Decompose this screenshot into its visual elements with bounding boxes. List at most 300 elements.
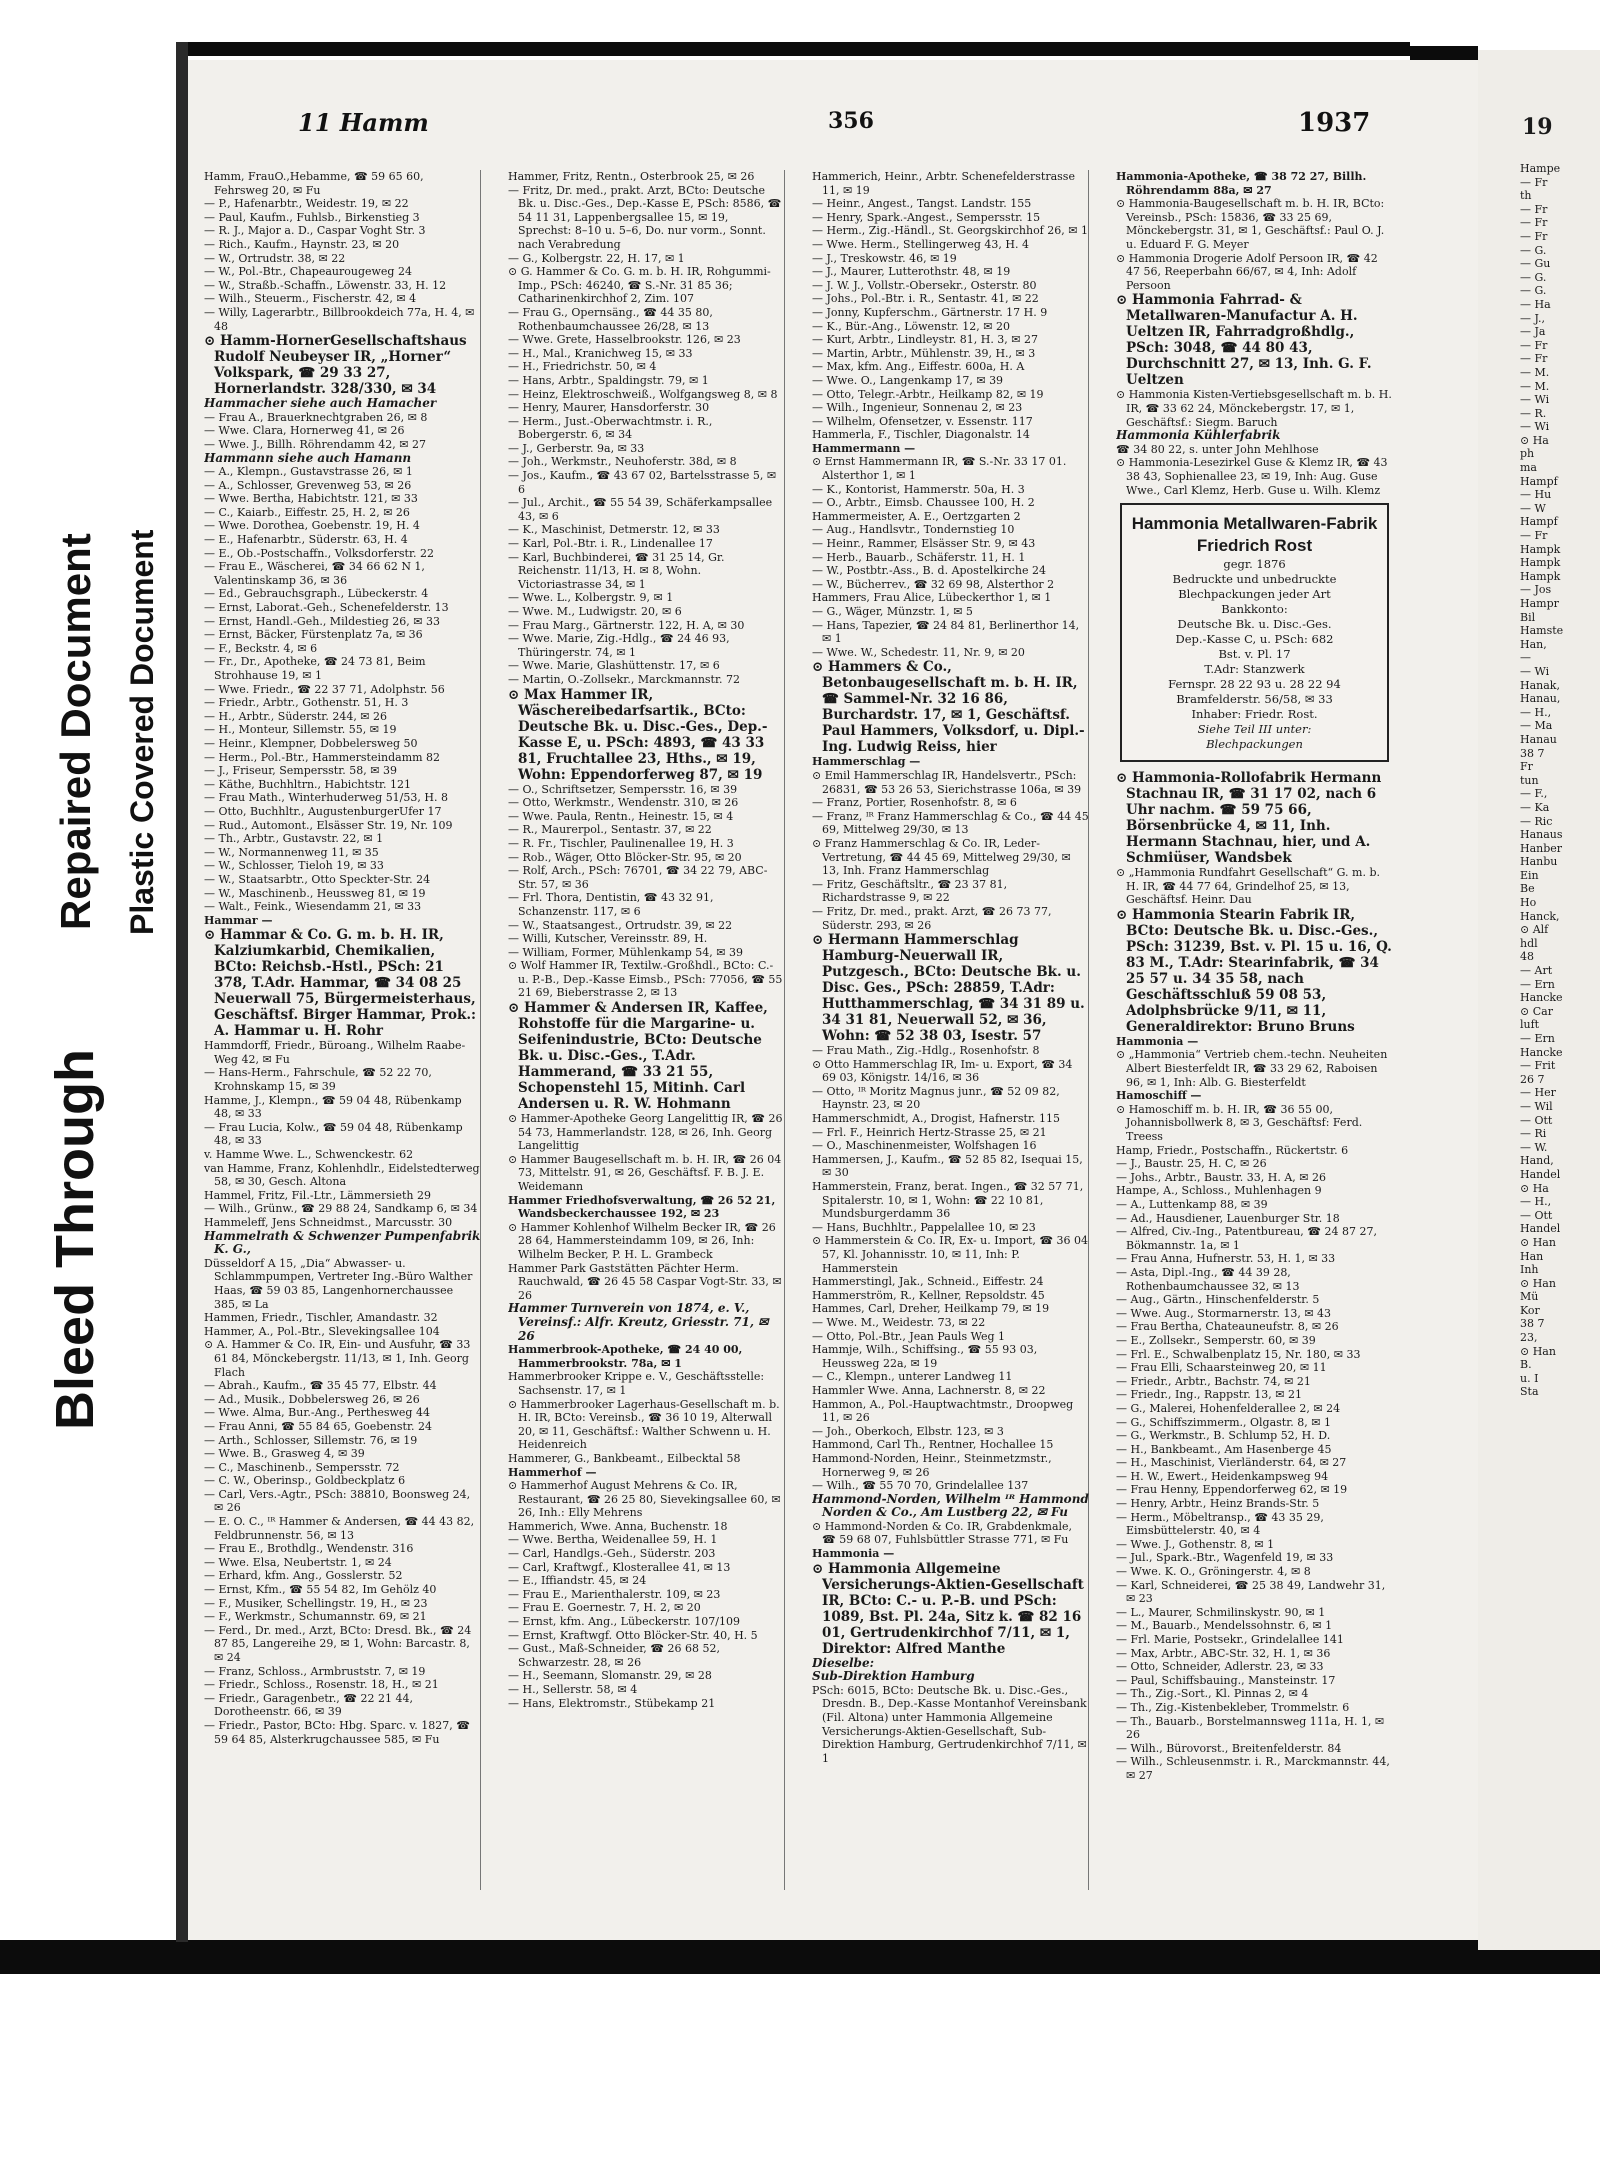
directory-entry: — Wwe. Clara, Hornerweg 41, ✉ 26 [204, 424, 405, 438]
directory-entry: Hammerhof — [508, 1465, 597, 1479]
directory-entry: ⊙ G. Hammer & Co. G. m. b. H. IR, Rohgummi-Imp., PSch: 46240, ☎ S.-Nr. 31 85 36; Catharinenkirchhof 2, Zim. 107 [508, 265, 771, 306]
directory-entry: Hammerbrooker Krippe e. V., Geschäftsstelle: Sachsenstr. 17, ✉ 1 [508, 1370, 765, 1397]
facing-page-line: — Fr [1520, 338, 1548, 352]
directory-entry: — G., Malerei, Hohenfelderallee 2, ✉ 24 [1116, 1401, 1341, 1415]
advertisement-line: Inhaber: Friedr. Rost. [1191, 707, 1318, 722]
directory-entry: Hammel, Fritz, Fil.-Ltr., Lämmersieth 29 [204, 1188, 431, 1202]
directory-entry: — Erhard, kfm. Ang., Gosslerstr. 52 [204, 1569, 403, 1583]
facing-page-line: 23, [1520, 1331, 1538, 1345]
facing-page-line: ⊙ Alf [1520, 923, 1549, 937]
header-page-number: 356 [828, 108, 874, 134]
directory-entry: — Otto, Telegr.-Arbtr., Heilkamp 82, ✉ 19 [812, 387, 1044, 401]
directory-entry: ⊙ A. Hammer & Co. IR, Ein- und Ausfuhr, ☎ 33 61 84, Mönckebergstr. 11/13, ✉ 1, Inh. Georg Flach [204, 1338, 471, 1379]
facing-page-line: — G. [1520, 270, 1547, 284]
directory-entry: — Herm., Zig.-Händl., St. Georgskirchhof 26, ✉ 1 [812, 224, 1088, 238]
facing-page-line: ph [1520, 447, 1535, 461]
directory-entry: — E., Iffiandstr. 45, ✉ 24 [508, 1574, 647, 1588]
directory-column-2 [508, 170, 785, 1895]
directory-entry: ⊙ Hammer Baugesellschaft m. b. H. IR, ☎ 26 04 73, Mittelstr. 91, ✉ 26, Geschäftsf. F. B. J. E. Weidemann [508, 1152, 782, 1194]
directory-entry: — G., Wäger, Münzstr. 1, ✉ 5 [812, 605, 973, 618]
directory-entry: — Carl, Handlgs.-Geh., Süderstr. 203 [508, 1547, 716, 1561]
directory-entry: Düsseldorf A 15, „Dia“ Abwasser- u. Schlammpumpen, Vertreter Ing.-Büro Walther Haas, ☎ 59 03 85, Langenhornerchaussee 385, ✉ La [204, 1256, 473, 1311]
facing-page-line: 38 7 [1520, 746, 1545, 760]
directory-entry: ⊙ Ernst Hammermann IR, ☎ S.-Nr. 33 17 01. Alsterthor 1, ✉ 1 [812, 455, 1067, 483]
directory-entry: — Wilhelm, Ofensetzer, v. Essenstr. 117 [812, 414, 1033, 428]
directory-entry: — Frau Elli, Schaarsteinweg 20, ✉ 11 [1116, 1361, 1327, 1375]
facing-page-line: — Wi [1520, 393, 1550, 407]
directory-entry: — Frau Marg., Gärtnerstr. 122, H. A, ✉ 30 [508, 618, 745, 632]
directory-entry: — Wwe. B., Grasweg 4, ✉ 39 [204, 1447, 365, 1461]
directory-entry: — Wwe. W., Schedestr. 11, Nr. 9, ✉ 20 [812, 645, 1025, 659]
directory-entry: Hammer Turnverein von 1874, e. V., Vereinsf.: Alfr. Kreutz, Griesstr. 71, ✉ 26 [508, 1301, 769, 1343]
directory-entry: — H., Maschinist, Vierländerstr. 64, ✉ 27 [1116, 1456, 1347, 1470]
directory-entry: — Hans, Arbtr., Spaldingstr. 79, ✉ 1 [508, 373, 709, 387]
facing-page-line: — Fr [1520, 202, 1548, 216]
directory-entry: — Asta, Dipl.-Ing., ☎ 44 39 28, Rothenbaumchaussee 32, ✉ 13 [1116, 1265, 1300, 1293]
directory-entry: — Frau Anni, ☎ 55 84 65, Goebenstr. 24 [204, 1419, 432, 1433]
directory-entry: — O., Maschinenmeister, Wolfshagen 16 [812, 1139, 1037, 1153]
directory-entry: — Jonny, Kupferschm., Gärtnerstr. 17 H. 9 [812, 305, 1048, 319]
directory-entry: — Ernst, Bäcker, Fürstenplatz 7a, ✉ 36 [204, 628, 423, 642]
facing-page-line: — G. [1520, 243, 1547, 257]
directory-entry: — J. W. J., Vollstr.-Obersekr., Osterstr. 80 [812, 278, 1037, 292]
directory-entry: Hammann siehe auch Hamann [204, 450, 412, 465]
facing-page-line: — H., [1520, 705, 1552, 719]
directory-entry: — William, Former, Mühlenkamp 54, ✉ 39 [508, 945, 743, 959]
directory-entry: Hammdorff, Friedr., Büroang., Wilhelm Raabe-Weg 42, ✉ Fu [204, 1039, 466, 1066]
facing-page-line: 26 7 [1520, 1072, 1545, 1086]
directory-entry: — Ad., Musik., Dobbelersweg 26, ✉ 26 [204, 1392, 420, 1406]
directory-entry: — G., Kolbergstr. 22, H. 17, ✉ 1 [508, 251, 685, 265]
facing-page-header: 19 [1522, 114, 1553, 140]
directory-entry: — Wilh., Bürovorst., Breitenfelderstr. 84 [1116, 1741, 1342, 1755]
directory-entry: — Wwe. L., Kolbergstr. 9, ✉ 1 [508, 591, 674, 605]
directory-entry: Hammje, Wilh., Schiffsing., ☎ 55 93 03, Heussweg 22a, ✉ 19 [812, 1343, 1038, 1370]
directory-entry: — Heinz, Elektroschweiß., Wolfgangsweg 8, ✉ 8 [508, 387, 778, 401]
facing-page-line: — Ern [1520, 977, 1555, 991]
directory-entry: Hammacher siehe auch Hamacher [204, 396, 437, 411]
facing-page-line: Han, [1520, 637, 1547, 651]
directory-entry: Hammerschmidt, A., Drogist, Hafnerstr. 115 [812, 1112, 1061, 1126]
directory-entry: Hammersen, J., Kaufm., ☎ 52 85 82, Isequai 15, ✉ 30 [812, 1152, 1083, 1180]
facing-page-fragment [1478, 50, 1600, 1950]
directory-entry: Hampe, A., Schloss., Muhlenhagen 9 [1116, 1184, 1322, 1198]
directory-entry: — Wwe. Paula, Rentn., Heinestr. 15, ✉ 4 [508, 809, 734, 823]
advertisement-line: Bankkonto: [1221, 602, 1288, 617]
directory-entry: Hamoschiff — [1116, 1089, 1202, 1103]
facing-page-line: — Frit [1520, 1059, 1556, 1073]
directory-entry: — Rich., Kaufm., Haynstr. 23, ✉ 20 [204, 237, 400, 251]
directory-entry: — Jos., Kaufm., ☎ 43 67 02, Bartelsstrasse 5, ✉ 6 [508, 469, 777, 496]
header-section: 11 Hamm [298, 108, 429, 137]
directory-entry: — Johs., Pol.-Btr. i. R., Sentastr. 41, ✉ 22 [812, 292, 1039, 306]
directory-entry: — Th., Bauarb., Borstelmannsweg 111a, H. 1, ✉ 26 [1116, 1714, 1385, 1742]
facing-page-line: tun [1520, 773, 1539, 787]
directory-entry: Hammerschlag — [812, 755, 921, 769]
directory-entry: ⊙ Hammonia-Rollofabrik Hermann Stachnau IR, ☎ 31 17 02, nach 6 Uhr nachm. ☎ 59 75 66, Börsenbrücke 4, ✉ 11, Inh. Hermann Stachnau, hier, und A. Schmiüser, Wandsbek [1116, 770, 1382, 867]
directory-entry: ⊙ Max Hammer IR, Wäschereibedarfsartik., BCto: Deutsche Bk. u. Disc.-Ges., Dep.-Kasse E, u. PSch: 4893, ☎ 43 33 81, Fruchtallee 23, Hths., ✉ 19, Wohn: Eppendorferweg 87, ✉ 19 [508, 686, 768, 783]
directory-entry: — H., Seemann, Slomanstr. 29, ✉ 28 [508, 1669, 712, 1683]
facing-page-line: Fr [1520, 760, 1533, 774]
facing-page-line: Hanber [1520, 841, 1563, 855]
directory-entry: — C., Maschinenb., Sempersstr. 72 [204, 1460, 400, 1474]
directory-entry: Hamme, J., Klempn., ☎ 59 04 48, Rübenkamp 48, ✉ 33 [204, 1093, 462, 1121]
scan-bottom-edge [0, 1940, 1600, 1974]
directory-entry: — Wwe. Aug., Stormarnerstr. 13, ✉ 43 [1116, 1306, 1332, 1320]
facing-page-line: — M. [1520, 379, 1550, 393]
facing-page-line: — R. [1520, 406, 1547, 420]
facing-page-line: Hanau [1520, 732, 1557, 746]
directory-entry: — Rolf, Arch., PSch: 76701, ☎ 34 22 79, ABC-Str. 57, ✉ 36 [508, 864, 768, 891]
directory-entry: Hamm, FrauO.,Hebamme, ☎ 59 65 60, Fehrsweg 20, ✉ Fu [204, 170, 424, 197]
advertisement-line: Siehe Teil III unter: [1197, 722, 1312, 737]
facing-page-line: — Gu [1520, 257, 1551, 271]
directory-entry: — C., Klempn., unterer Landweg 11 [812, 1370, 1013, 1384]
directory-entry: Dieselbe: [812, 1655, 875, 1670]
directory-entry: — H., Monteur, Sillemstr. 55, ✉ 19 [204, 723, 397, 737]
directory-entry: — Wwe. O., Langenkamp 17, ✉ 39 [812, 373, 1004, 387]
directory-entry: — Th., Zig.-Kistenbekleber, Trommelstr. 6 [1116, 1700, 1350, 1714]
directory-entry: — Paul, Kaufm., Fuhlsb., Birkenstieg 3 [204, 210, 420, 224]
directory-entry: ☎ 34 80 22, s. unter John Mehlhose [1116, 442, 1319, 456]
directory-entry: Hammerbrook-Apotheke, ☎ 24 40 00, Hammerbrookstr. 78a, ✉ 1 [508, 1343, 743, 1370]
facing-page-line: u. I [1520, 1371, 1539, 1385]
directory-entry: ⊙ Hammonia Kisten-Vertiebsgesellschaft m. b. H. IR, ☎ 33 62 24, Mönckebergstr. 17, ✉ 1, Geschäftsf.: Siegm. Baruch [1116, 388, 1392, 429]
directory-entry: — Walt., Feink., Wiesendamm 21, ✉ 33 [204, 900, 422, 914]
directory-entry: — Ad., Hausdiener, Lauenburger Str. 18 [1116, 1211, 1340, 1225]
facing-page-line: — Ri [1520, 1127, 1547, 1141]
directory-entry: — K., Kontorist, Hammerstr. 50a, H. 3 [812, 482, 1025, 496]
directory-entry: — A., Schlosser, Grevenweg 53, ✉ 26 [204, 478, 412, 492]
facing-page-line: — M. [1520, 365, 1550, 379]
advertisement-line: Deutsche Bk. u. Disc.-Ges. [1177, 617, 1332, 632]
facing-page-line: ⊙ Ha [1520, 1181, 1549, 1195]
facing-page-line: — Ma [1520, 719, 1553, 733]
facing-page-line: Hampr [1520, 597, 1559, 610]
directory-entry: Hamp, Friedr., Postschaffn., Rückertstr. 6 [1116, 1143, 1349, 1157]
directory-entry: — O., Schriftsetzer, Sempersstr. 16, ✉ 39 [508, 782, 738, 796]
directory-entry: — Otto, Schneider, Adlerstr. 23, ✉ 33 [1116, 1660, 1324, 1674]
facing-page-line: — [1520, 651, 1531, 665]
directory-entry: — Henry, Maurer, Hansdorferstr. 30 [508, 401, 710, 415]
facing-page-line: — Wi [1520, 420, 1550, 434]
directory-entry: — Frl. Marie, Postsekr., Grindelallee 141 [1116, 1633, 1344, 1646]
directory-entry: — J., Baustr. 25, H. C, ✉ 26 [1116, 1157, 1267, 1171]
directory-entry: — Friedr., Ing., Rappstr. 13, ✉ 21 [1116, 1388, 1302, 1402]
facing-page-line: Hampk [1520, 556, 1561, 570]
label-bleed-through: Bleed Through [45, 1049, 105, 1430]
directory-entry: — L., Maurer, Schmilinskystr. 90, ✉ 1 [1116, 1605, 1326, 1619]
directory-entry: — W., Schlosser, Tieloh 19, ✉ 33 [204, 859, 384, 873]
directory-entry: — Hans, Elektromstr., Stübekamp 21 [508, 1696, 716, 1710]
facing-page-line: Hanbu [1520, 855, 1558, 869]
directory-entry: — Carl, Vers.-Agtr., PSch: 38810, Boonsweg 24, ✉ 26 [204, 1487, 471, 1515]
label-plastic-covered-document: Plastic Covered Document [124, 529, 160, 935]
directory-entry: Sub-Direktion Hamburg [812, 1669, 975, 1684]
directory-entry: — C. W., Oberinsp., Goldbeckplatz 6 [204, 1474, 406, 1488]
advertisement-line: T.Adr: Stanzwerk [1204, 662, 1305, 677]
directory-entry: — Alfred, Civ.-Ing., Patentbureau, ☎ 24 87 27, Bökmannstr. 1a, ✉ 1 [1116, 1225, 1377, 1252]
directory-entry: — Herm., Möbeltransp., ☎ 43 35 29, Eimsbüttelerstr. 40, ✉ 4 [1116, 1510, 1324, 1538]
directory-entry: PSch: 6015, BCto: Deutsche Bk. u. Disc.-Ges., Dresdn. B., Dep.-Kasse Montanhof Vereinsbank (Fil. Altona) unter Hammonia Allgemeine Versicherungs-Aktien-Gesellschaft, Sub-Direktion Hamburg, Gertrudenkirchhof 7/11, ✉ 1 [812, 1683, 1087, 1765]
directory-entry: — Aug., Gärtn., Hinschenfelderstr. 5 [1116, 1293, 1320, 1307]
directory-entry: — Rud., Automont., Elsässer Str. 19, Nr. 109 [204, 818, 453, 832]
directory-entry: — Fritz, Dr. med., prakt. Arzt, BCto: Deutsche Bk. u. Disc.-Ges., Dep.-Kasse E, PSch: 8586, ☎ 54 11 31, Lappenbergsallee 15, ✉ 19, Sprechst: 8–10 u. 5–6, Do. nur vorm., Sonnt. nach Verabredung [508, 183, 782, 251]
facing-page-line: — G. [1520, 284, 1547, 298]
directory-entry: Hammler Wwe. Anna, Lachnerstr. 8, ✉ 22 [812, 1383, 1046, 1397]
directory-entry: Hammerstingl, Jak., Schneid., Eiffestr. 24 [812, 1275, 1044, 1289]
advertisement-line: Fernspr. 28 22 93 u. 28 22 94 [1168, 677, 1341, 692]
directory-entry: — Max, kfm. Ang., Eiffestr. 600a, H. A [812, 360, 1025, 374]
directory-entry: — Paul, Schiffsbauing., Mansteinstr. 17 [1116, 1673, 1336, 1687]
directory-entry: — Willi, Kutscher, Vereinsstr. 89, H. [508, 932, 708, 946]
directory-entry: — Frau Lucia, Kolw., ☎ 59 04 48, Rübenkamp 48, ✉ 33 [204, 1120, 463, 1148]
label-repaired-document: Repaired Document [52, 533, 99, 930]
directory-entry: ⊙ Emil Hammerschlag IR, Handelsvertr., PSch: 26831, ☎ 53 26 53, Sierichstrasse 106a, ✉ 39 [812, 768, 1082, 796]
directory-entry: — K., Bür.-Ang., Löwenstr. 12, ✉ 20 [812, 319, 1010, 333]
directory-entry: ⊙ Hammonia-Baugesellschaft m. b. H. IR, BCto: Vereinsb., PSch: 15836, ☎ 33 25 69, Mönckebergstr. 31, ✉ 1, Geschäftsf.: Paul O. J. u. Eduard F. G. Meyer [1116, 197, 1385, 251]
facing-page-line: — Hu [1520, 488, 1552, 502]
directory-entry: ⊙ Hermann Hammerschlag Hamburg-Neuerwall IR, Putzgesch., BCto: Deutsche Bk. u. Disc. Ges., PSch: 28859, T.Adr: Hutthammerschlag, ☎ 34 31 89 u. 34 31 81, Neuerwall 52, ✉ 36, Wohn: ☎ 52 38 03, Isestr. 57 [812, 932, 1085, 1045]
directory-entry: — W., Pol.-Btr., Chapeaurougeweg 24 [204, 265, 412, 279]
directory-entry: — Henry, Arbtr., Heinz Brands-Str. 5 [1116, 1497, 1320, 1511]
advertisement-line: Bst. v. Pl. 17 [1218, 647, 1291, 662]
facing-page-line: Handel [1520, 1222, 1561, 1236]
directory-entry: — Frau E., Brothdlg., Wendenstr. 316 [204, 1542, 414, 1556]
directory-entry: Hammes, Carl, Dreher, Heilkamp 79, ✉ 19 [812, 1302, 1050, 1316]
directory-entry: — J., Gerberstr. 9a, ✉ 33 [508, 441, 645, 455]
directory-entry: — F., Beckstr. 4, ✉ 6 [204, 641, 318, 655]
directory-entry: ⊙ Hammer & Andersen IR, Kaffee, Rohstoffe für die Margarine- u. Seifenindustrie, BCto: Deutsche Bk. u. Disc.-Ges., T.Adr. Hammerand, ☎ 33 21 55, Schopenstehl 15, Mitinh. Carl Andersen u. R. W. Hohmann [508, 1000, 768, 1113]
directory-entry: — W., Ortrudstr. 38, ✉ 22 [204, 251, 346, 265]
directory-entry: — J., Maurer, Lutterothstr. 48, ✉ 19 [812, 265, 1011, 279]
directory-entry: — Fritz, Geschäftsltr., ☎ 23 37 81, Richardstrasse 9, ✉ 22 [812, 877, 1008, 905]
directory-entry: — H. W., Ewert., Heidenkampsweg 94 [1116, 1469, 1329, 1483]
directory-entry: — Heinr., Klempner, Dobbelersweg 50 [204, 736, 418, 750]
directory-entry: — R. J., Major a. D., Caspar Voght Str. 3 [204, 224, 426, 238]
directory-entry: Hammond-Norden, Heinr., Steinmetzmstr., Hornerweg 9, ✉ 26 [812, 1451, 1052, 1479]
directory-entry: — A., Klempn., Gustavstrasse 26, ✉ 1 [204, 465, 413, 479]
directory-entry: — Frau E., Marienthalerstr. 109, ✉ 23 [508, 1587, 721, 1601]
directory-entry: — W., Postbtr.-Ass., B. d. Apostelkirche 24 [812, 564, 1046, 578]
directory-entry: ⊙ Hammerbrooker Lagerhaus-Gesellschaft m. b. H. IR, BCto: Vereinsb., ☎ 36 10 19, Alterwall 20, ✉ 11, Geschäftsf.: Walther Schwenn u. H. Heidenreich [508, 1397, 780, 1452]
directory-entry: Hammerer, G., Bankbeamt., Eilbecktal 58 [508, 1451, 741, 1465]
directory-entry: — H., Sellerstr. 58, ✉ 4 [508, 1683, 638, 1696]
directory-entry: — Wwe. Bertha, Weidenallee 59, H. 1 [508, 1533, 718, 1547]
facing-page-line: Hamste [1520, 624, 1564, 638]
directory-entry: ⊙ Hammerstein & Co. IR, Ex- u. Import, ☎ 36 04 57, Kl. Johannisstr. 10, ✉ 11, Inh: P. Hammerstein [812, 1234, 1089, 1275]
directory-entry: — R. Fr., Tischler, Paulinenallee 19, H. 3 [508, 836, 734, 850]
directory-entry: — Käthe, Buchhltrn., Habichtstr. 121 [204, 777, 412, 791]
directory-entry: Hammerich, Wwe. Anna, Buchenstr. 18 [508, 1519, 728, 1533]
directory-entry: — Martin, Arbtr., Mühlenstr. 39, H., ✉ 3 [812, 346, 1036, 360]
directory-entry: — Frau Anna, Hufnerstr. 53, H. 1, ✉ 33 [1116, 1252, 1336, 1266]
facing-page-line: Be [1520, 882, 1535, 896]
facing-page-line: ⊙ Ha [1520, 433, 1549, 447]
directory-entry: Hammermann — [812, 441, 916, 455]
directory-entry: Hammen, Friedr., Tischler, Amandastr. 32 [204, 1311, 438, 1325]
facing-page-line: — H., [1520, 1195, 1552, 1209]
directory-entry: — Wilh., ☎ 55 70 70, Grindelallee 137 [812, 1479, 1029, 1493]
header-year: 1937 [1298, 108, 1371, 138]
directory-entry: — Ed., Gebrauchsgraph., Lübeckerstr. 4 [204, 587, 429, 601]
directory-entry: ⊙ Hammonia Stearin Fabrik IR, BCto: Deutsche Bk. u. Disc.-Ges., PSch: 31239, Bst. v. Pl. 15 u. 16, Q. 83 M., T.Adr: Stearinfabrik, ☎ 34 25 57 u. 34 35 58, nach Geschäftsschluß 59 08 53, Adolphsbrücke 9/11, ✉ 11, Generaldirektor: Bruno Bruns [1116, 906, 1392, 1035]
directory-entry: — Th., Arbtr., Gustavstr. 22, ✉ 1 [204, 832, 384, 846]
directory-entry: — Hans, Buchhltr., Pappelallee 10, ✉ 23 [812, 1220, 1036, 1234]
directory-entry: ⊙ Hammonia Drogerie Adolf Persoon IR, ☎ 42 47 56, Reeperbahn 66/67, ✉ 4, Inh: Adolf Persoon [1116, 251, 1378, 292]
directory-entry: Hammermeister, A. E., Oertzgarten 2 [812, 509, 1021, 523]
directory-entry: — Frau G., Opernsäng., ☎ 44 35 80, Rothenbaumchaussee 26/28, ✉ 13 [508, 305, 713, 333]
directory-entry: ⊙ Otto Hammerschlag IR, Im- u. Export, ☎ 34 69 03, Königstr. 14/16, ✉ 36 [812, 1057, 1073, 1085]
directory-entry: — Frau E. Goernestr. 7, H. 2, ✉ 20 [508, 1601, 701, 1615]
directory-entry: — Franz, Portier, Rosenhofstr. 8, ✉ 6 [812, 796, 1017, 810]
facing-page-line: Ho [1520, 896, 1537, 910]
directory-entry: — Wwe. Grete, Hasselbrookstr. 126, ✉ 23 [508, 333, 741, 347]
facing-page-line: Hanau, [1520, 692, 1561, 706]
directory-entry: — Ernst, Laborat.-Geh., Schenefelderstr. 13 [204, 601, 449, 615]
facing-page-line: Hanaus [1520, 828, 1563, 842]
directory-entry: Hammerstein, Franz, berat. Ingen., ☎ 32 57 71, Spitalerstr. 10, ✉ 1, Wohn: ☎ 22 10 81, Mundsburgerdamm 36 [812, 1180, 1084, 1221]
directory-entry: — Wilh., Grünw., ☎ 29 88 24, Sandkamp 6, ✉ 34 [204, 1202, 478, 1216]
facing-page-line: — Wil [1520, 1099, 1553, 1113]
directory-entry: ⊙ Hamoschiff m. b. H. IR, ☎ 36 55 00, Johannisbollwerk 8, ✉ 3, Geschäftsf: Ferd. Treess [1116, 1102, 1363, 1144]
directory-entry: — Otto, Buchhltr., AugustenburgerUfer 17 [204, 804, 442, 818]
advertisement-box [1120, 503, 1389, 762]
facing-page-line: Hampk [1520, 569, 1561, 583]
directory-entry: — Arth., Schlosser, Sillemstr. 76, ✉ 19 [204, 1433, 418, 1447]
directory-entry: Hammerla, F., Tischler, Diagonalstr. 14 [812, 428, 1030, 442]
directory-entry: — W., Staatsangest., Ortrudstr. 39, ✉ 22 [508, 918, 733, 932]
advertisement-line: Dep.-Kasse C, u. PSch: 682 [1175, 632, 1334, 647]
directory-entry: Hammer, A., Pol.-Btr., Slevekingsallee 104 [204, 1324, 440, 1338]
directory-entry: — R., Maurerpol., Sentastr. 37, ✉ 22 [508, 823, 712, 837]
advertisement-line: Bedruckte und unbedruckte [1172, 572, 1337, 587]
directory-entry: — Wilh., Schleusenmstr. i. R., Marckmannstr. 44, ✉ 27 [1116, 1755, 1390, 1782]
facing-page-line: Handel [1520, 1167, 1561, 1181]
directory-entry: Hammeleff, Jens Schneidmst., Marcusstr. 30 [204, 1216, 453, 1229]
directory-entry: — Herb., Bauarb., Schäferstr. 11, H. 1 [812, 550, 1026, 564]
directory-entry: ⊙ Wolf Hammer IR, Textilw.-Großhdl., BCto: C.- u. P.-B., Dep.-Kasse Eimsb., PSch: 77056, ☎ 55 21 69, Bieberstrasse 2, ✉ 13 [508, 959, 783, 1000]
advertisement-line: Blechpackungen jeder Art [1178, 587, 1331, 602]
advertisement-line: gegr. 1876 [1223, 557, 1286, 572]
directory-entry: ⊙ „Hammonia Rundfahrt Gesellschaft“ G. m. b. H. IR, ☎ 44 77 64, Grindelhof 25, ✉ 13, Geschäftsf. Heinr. Dau [1116, 866, 1380, 907]
directory-entry: — Gust., Maß-Schneider, ☎ 26 68 52, Schwarzestr. 28, ✉ 26 [508, 1642, 720, 1669]
directory-page [188, 60, 1498, 1940]
facing-page-line: Ein [1520, 868, 1539, 882]
facing-page-line: Hancke [1520, 1045, 1563, 1059]
facing-page-line: Hampf [1520, 474, 1558, 488]
directory-entry: — Wwe. Herm., Stellingerweg 43, H. 4 [812, 237, 1029, 251]
directory-entry: — E., Ob.-Postschaffn., Volksdorferstr. 22 [204, 546, 435, 560]
directory-entry: — F., Werkmstr., Schumannstr. 69, ✉ 21 [204, 1610, 427, 1624]
directory-entry: — Henry, Spark.-Angest., Sempersstr. 15 [812, 210, 1041, 224]
directory-entry: — Wwe. M., Weidestr. 73, ✉ 22 [812, 1315, 986, 1329]
directory-entry: — Frau A., Brauerknechtgraben 26, ✉ 8 [204, 410, 428, 424]
directory-entry: — Frau Math., Zig.-Hdlg., Rosenhofstr. 8 [812, 1044, 1040, 1058]
directory-entry: — Friedr., Arbtr., Bachstr. 74, ✉ 21 [1116, 1374, 1311, 1388]
facing-page-line: — Jos [1520, 583, 1552, 597]
directory-entry: — Jul., Archit., ☎ 55 54 39, Schäferkampsallee 43, ✉ 6 [508, 496, 773, 523]
directory-columns [194, 170, 1398, 1895]
directory-entry: — K., Maschinist, Detmerstr. 12, ✉ 33 [508, 523, 720, 537]
facing-page-line: — Art [1520, 964, 1553, 978]
facing-page-line: Mü [1520, 1290, 1539, 1304]
facing-page-line: — Fr [1520, 175, 1548, 189]
directory-entry: — Wwe. Friedr., ☎ 22 37 71, Adolphstr. 56 [204, 682, 445, 696]
advertisement-line: Bramfelderstr. 56/58, ✉ 33 [1176, 692, 1333, 707]
directory-entry: ⊙ Hammer-Apotheke Georg Langelittig IR, ☎ 26 54 73, Hammerlandstr. 128, ✉ 26, Inh. Georg Langelittig [508, 1112, 783, 1153]
directory-entry: Hammonia — [812, 1547, 895, 1561]
directory-entry: — Hans-Herm., Fahrschule, ☎ 52 22 70, Krohnskamp 15, ✉ 39 [204, 1066, 432, 1094]
directory-entry: — H., Mal., Kranichweg 15, ✉ 33 [508, 346, 693, 360]
directory-entry: — Rob., Wäger, Otto Blöcker-Str. 95, ✉ 20 [508, 850, 742, 864]
directory-entry: — O., Arbtr., Eimsb. Chaussee 100, H. 2 [812, 496, 1035, 510]
directory-entry: v. Hamme Wwe. L., Schwenckestr. 62 [204, 1148, 414, 1162]
directory-entry: Hammer Park Gaststätten Pächter Herm. Rauchwald, ☎ 26 45 58 Caspar Vogt-Str. 33, ✉ 26 [508, 1261, 782, 1302]
scan-top-edge [180, 42, 1410, 56]
facing-page-line: — F., [1520, 787, 1548, 801]
directory-entry: — Otto, Werkmstr., Wendenstr. 310, ✉ 26 [508, 796, 739, 810]
facing-page-line: — Ha [1520, 297, 1551, 311]
directory-entry: — C., Kaiarb., Eiffestr. 25, H. 2, ✉ 26 [204, 505, 410, 519]
facing-page-line: — Fr [1520, 529, 1548, 543]
directory-entry: — Frau E., Wäscherei, ☎ 34 66 62 N 1, Valentinskamp 36, ✉ 36 [204, 560, 425, 587]
directory-entry: Hammar — [204, 913, 273, 927]
directory-entry: — Joh., Werkmstr., Neuhoferstr. 38d, ✉ 8 [508, 455, 737, 469]
directory-entry: — Otto, Pol.-Btr., Jean Pauls Weg 1 [812, 1329, 1006, 1343]
facing-page-line: th [1520, 189, 1532, 203]
facing-page-line: hdl [1520, 936, 1538, 950]
directory-entry: — E. O. C., ᴵᴿ Hammer & Andersen, ☎ 44 43 82, Feldbrunnenstr. 56, ✉ 13 [204, 1515, 475, 1542]
directory-entry: — Frau Math., Winterhuderweg 51/53, H. 8 [204, 791, 448, 805]
directory-entry: ⊙ Hammond-Norden & Co. IR, Grabdenkmale, ☎ 59 68 07, Fuhlsbüttler Strasse 771, ✉ Fu [812, 1519, 1073, 1547]
directory-entry: — Willy, Lagerarbtr., Billbrookdeich 77a, H. 4, ✉ 48 [204, 305, 475, 333]
facing-page-line: B. [1520, 1358, 1532, 1372]
directory-entry: — Franz, Schloss., Armbruststr. 7, ✉ 19 [204, 1664, 426, 1678]
directory-entry: — Joh., Oberkoch, Elbstr. 123, ✉ 3 [812, 1424, 1004, 1438]
facing-page-line: — Ric [1520, 814, 1553, 828]
directory-entry: — Wwe. Alma, Bur.-Ang., Perthesweg 44 [204, 1406, 430, 1420]
directory-entry: — Karl, Pol.-Btr. i. R., Lindenallee 17 [508, 537, 713, 551]
directory-entry: — Franz, ᴵᴿ Franz Hammerschlag & Co., ☎ 44 45 69, Mittelweg 29/30, ✉ 13 [812, 809, 1089, 837]
directory-entry: — A., Luttenkamp 88, ✉ 39 [1116, 1198, 1268, 1211]
directory-entry: — W., Straßb.-Schaffn., Löwenstr. 33, H. 12 [204, 278, 447, 292]
facing-page-line: ⊙ Han [1520, 1276, 1556, 1290]
directory-entry: ⊙ Hammers & Co., Betonbaugesellschaft m. b. H. IR, ☎ Sammel-Nr. 32 16 86, Burchardstr. 17, ✉ 1, Geschäftsf. Paul Hammers, Volksdorf, u. Dipl.-Ing. Ludwig Reiss, hier [812, 659, 1085, 756]
directory-entry: — G., Werkmstr., B. Schlump 52, H. D. [1116, 1429, 1331, 1443]
directory-entry: — Friedr., Garagenbetr., ☎ 22 21 44, Dorotheenstr. 66, ✉ 39 [204, 1691, 413, 1719]
facing-page-line: Hand, [1520, 1154, 1554, 1168]
directory-entry: — Herm., Just.-Oberwachtmstr. i. R., Bobergerstr. 6, ✉ 34 [508, 414, 713, 442]
directory-entry: — W., Staatsarbtr., Otto Speckter-Str. 24 [204, 872, 431, 886]
facing-page-line: — Ja [1520, 325, 1546, 339]
directory-entry: — Wwe. Elsa, Neubertstr. 1, ✉ 24 [204, 1555, 392, 1569]
page-header [188, 108, 1408, 168]
directory-entry: — Wwe. J., Billh. Röhrendamm 42, ✉ 27 [204, 437, 426, 451]
directory-entry: — Ernst, Kfm., ☎ 55 54 82, Im Gehölz 40 [204, 1583, 437, 1597]
directory-entry: — Otto, ᴵᴿ Moritz Magnus junr., ☎ 52 09 82, Haynstr. 23, ✉ 20 [812, 1084, 1060, 1112]
directory-entry: ⊙ Hammar & Co. G. m. b. H. IR, Kalziumkarbid, Chemikalien, BCto: Reichsb.-Hstl., PSch: 21 378, T.Adr. Hammar, ☎ 34 08 25 Neuerwall 75, Bürgermeisterhaus, Geschäftsf. Birger Hammar, Prok.: A. Hammar u. H. Rohr [204, 927, 477, 1040]
directory-entry: ⊙ Hammer Kohlenhof Wilhelm Becker IR, ☎ 26 28 64, Hammersteindamm 109, ✉ 26, Inh: Wilhelm Becker, P. H. L. Grambeck [508, 1220, 776, 1261]
directory-entry: ⊙ Hammonia Allgemeine Versicherungs-Aktien-Gesellschaft IR, BCto: C.- u. P.-B. und PSch: 1089, Bst. Pl. 24a, Sitz k. ☎ 82 16 01, Gertrudenkirchhof 7/11, ✉ 1, Direktor: Alfred Manthe [812, 1560, 1084, 1657]
directory-entry: ⊙ Hammerhof August Mehrens & Co. IR, Restaurant, ☎ 26 25 80, Sievekingsallee 60, ✉ 26, Inh.: Elly Mehrens [508, 1479, 781, 1520]
facing-page-line: Hampk [1520, 542, 1561, 556]
directory-entry: — M., Bauarb., Mendelssohnstr. 6, ✉ 1 [1116, 1619, 1333, 1633]
directory-entry: — Herm., Pol.-Btr., Hammersteindamm 82 [204, 750, 441, 764]
directory-entry: — Johs., Arbtr., Baustr. 33, H. A, ✉ 26 [1116, 1170, 1327, 1184]
directory-entry: — Karl, Buchbinderei, ☎ 31 25 14, Gr. Reichenstr. 11/13, H. ✉ 8, Wohn. Victoriastrasse 34, ✉ 1 [508, 550, 725, 591]
directory-entry: — Ernst, kfm. Ang., Lübeckerstr. 107/109 [508, 1615, 740, 1629]
